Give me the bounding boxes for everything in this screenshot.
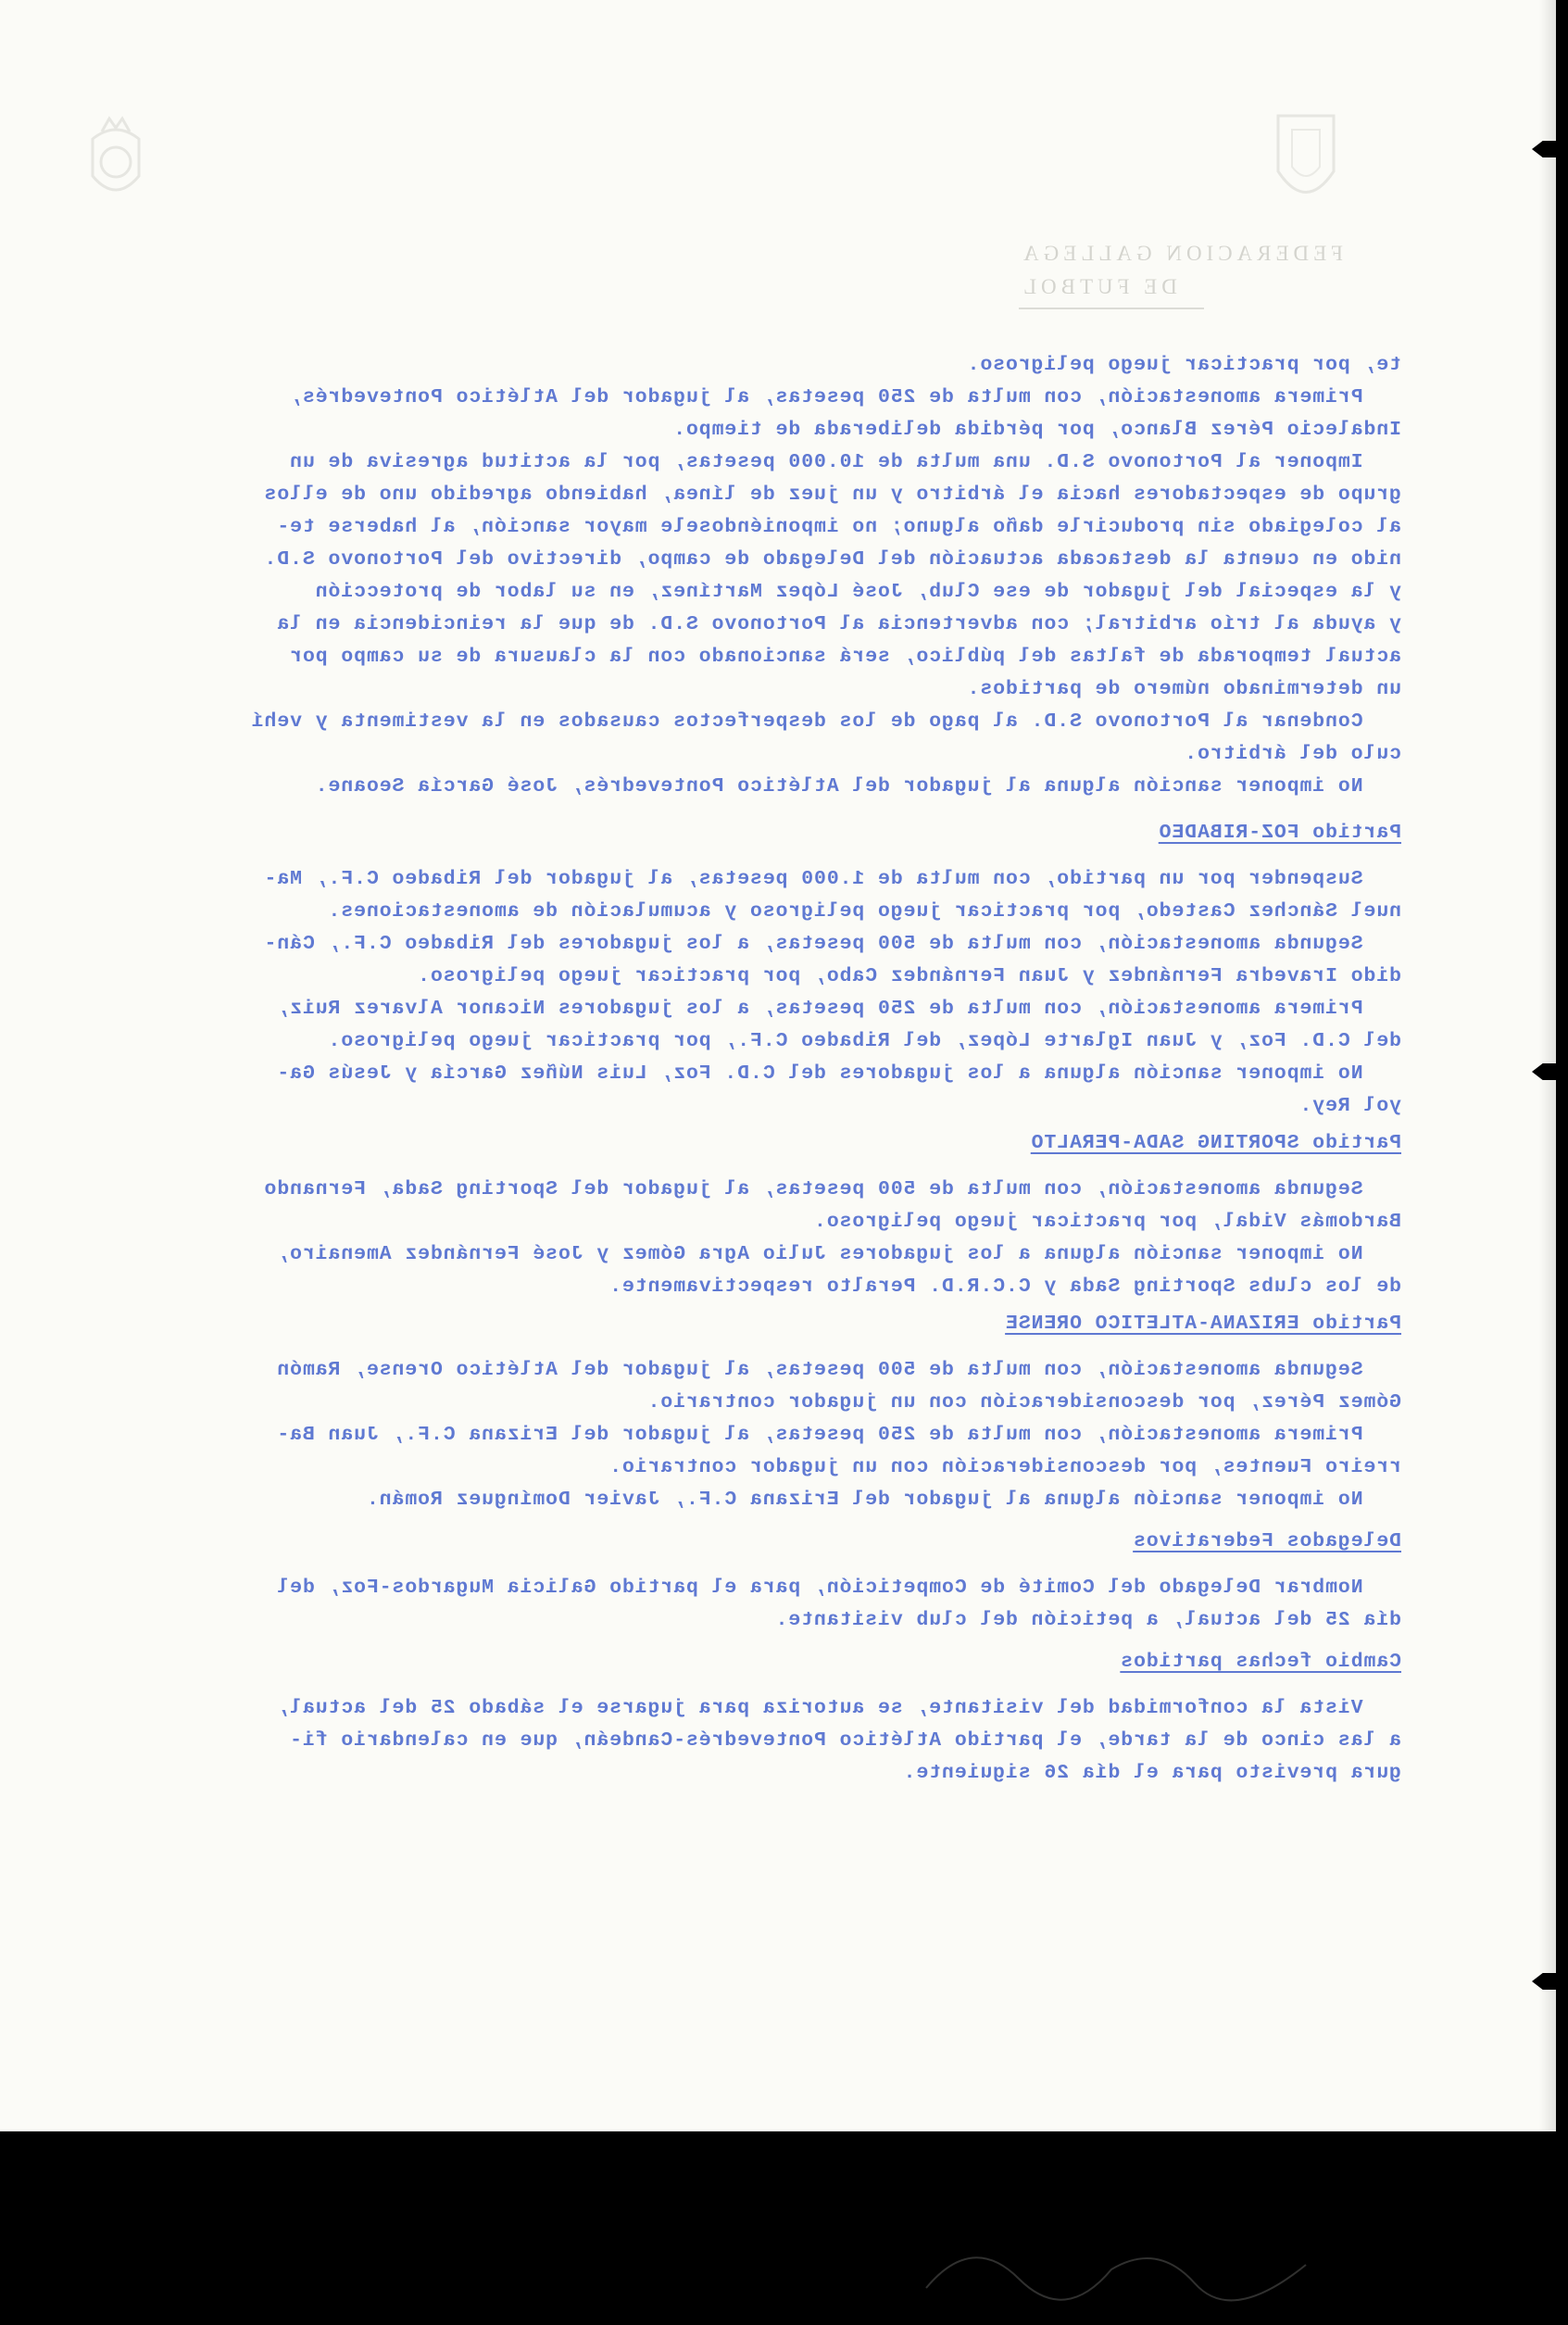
- letterhead-line-2: DE FUTBOL: [1019, 275, 1177, 298]
- body-line: Primera amonestación, con multa de 250 pesetas, a los jugadores Nicanor Alvarez Ruiz,: [276, 998, 1401, 1020]
- body-line: Segunda amonestación, con multa de 500 pesetas, al jugador del Atlético Orense, Ramón: [276, 1359, 1401, 1381]
- body-line: Primera amonestación, con multa de 250 pesetas, al jugador del Erizana C.F., Juan Ba-: [276, 1424, 1401, 1446]
- body-line: culo del árbitro.: [1184, 743, 1401, 765]
- body-line: Bardomás Vidal, por practicar juego peligroso.: [813, 1211, 1401, 1233]
- body-line: te, por practicar juego peligroso.: [966, 354, 1401, 376]
- body-line: No imponer sanción alguna a los jugadores Julio Agra Gómez y José Fernández Amenairo,: [276, 1243, 1401, 1265]
- signature-ghost: [917, 2214, 1361, 2325]
- body-line: un determinado número de partidos.: [966, 678, 1401, 700]
- body-line: yol Rey.: [1298, 1095, 1401, 1117]
- body-line: de los clubs Sporting Sada y C.C.R.D. Peralto respectivamente.: [608, 1276, 1401, 1298]
- body-line: Primera amonestación, con multa de 250 pesetas, al jugador del Atlético Pontevedrés,: [289, 386, 1401, 408]
- body-line: a las cinco de la tarde, el partido Atlético Pontevedrés-Candeán, que en calendario fi-: [289, 1729, 1401, 1752]
- body-line: Nombrar Delegado del Comité de Competición, para el partido Galicia Mugardos-Foz, del: [276, 1577, 1401, 1599]
- body-line: dido Iravedra Fernández y Juan Fernández Cabo, por practicar juego peligroso.: [417, 965, 1401, 987]
- body-line: Vista la conformidad del visitante, se autoriza para jugarse el sábado 25 del actual,: [276, 1697, 1401, 1719]
- section-heading: Partido ERIZANA-ATLETICO ORENSE: [1005, 1313, 1401, 1335]
- section-heading: Partido SPORTING SADA-PERALTO: [1030, 1132, 1401, 1154]
- body-line: Gómez Pérez, por desconsideración con un jugador contrario.: [646, 1391, 1401, 1414]
- body-line: rreiro Fuentes, por desconsideración con un jugador contrario.: [608, 1456, 1401, 1478]
- body-line: actual temporada de faltas del público, será sancionado con la clausura de su campo por: [289, 646, 1401, 668]
- body-line: día 25 del actual, a petición del club visitante.: [774, 1609, 1401, 1631]
- body-line: al colegiado sin producirle daño alguno; no imponiéndosele mayor sanción, al haberse te-: [276, 516, 1401, 538]
- letterhead-line-1: FEDERACION GALLEGA: [1019, 242, 1344, 265]
- body-line: Segunda amonestación, con multa de 500 pesetas, al jugador del Sporting Sada, Fernando: [263, 1178, 1401, 1200]
- body-line: Segunda amonestación, con multa de 500 pesetas, a los jugadores del Ribadeo C.F., Cán-: [263, 933, 1401, 955]
- body-line: No imponer sanción alguna al jugador del Erizana C.F., Javier Domínguez Román.: [366, 1489, 1401, 1511]
- body-line: y la especial del jugador de ese Club, José López Martínez, en su labor de protección: [314, 581, 1401, 603]
- body-line: Imponer al Portonovo S.D. una multa de 10.000 pesetas, por la actitud agresiva de un: [289, 451, 1401, 473]
- body-line: No imponer sanción alguna a los jugadores del C.D. Foz, Luis Núñez García y Jesús Ga-: [276, 1062, 1401, 1085]
- body-line: del C.D. Foz, y Juan Iglarte López, del Ribadeo C.F., por practicar juego peligroso.: [327, 1030, 1401, 1052]
- body-line: nido en cuenta la destacada actuación del Delegado de campo, directivo del Portonovo S.D.: [263, 548, 1401, 571]
- body-line: No imponer sanción alguna al jugador del Atlético Pontevedrés, José García Seoane.: [314, 775, 1401, 798]
- body-line: nuel Sánchez Castedo, por practicar juego peligroso y acumulación de amonestaciones.: [327, 900, 1401, 923]
- body-line: Indalecio Pérez Blanco, por pérdida deliberada de tiempo.: [672, 419, 1401, 441]
- section-heading: Delegados Federativos: [1133, 1530, 1401, 1552]
- body-line: Condenar al Portonovo S.D. al pago de los desperfectos causados en la vestimenta y vehí: [250, 710, 1401, 733]
- section-heading: Partido FOZ-RIBADEO: [1158, 822, 1401, 844]
- section-heading: Cambio fechas partidos: [1120, 1651, 1401, 1673]
- body-line: grupo de espectadores hacia el árbitro y un juez de línea, habiendo agredido uno de ellos: [263, 484, 1401, 506]
- body-line: gura previsto para el día 26 siguiente.: [902, 1762, 1401, 1784]
- body-line: y ayuda al trío arbitral; con advertencia al Portonovo S.D. de que la reincidencia en la: [276, 613, 1401, 635]
- body-line: Suspender por un partido, con multa de 1.000 pesetas, al jugador del Ribadeo C.F., Ma-: [263, 868, 1401, 890]
